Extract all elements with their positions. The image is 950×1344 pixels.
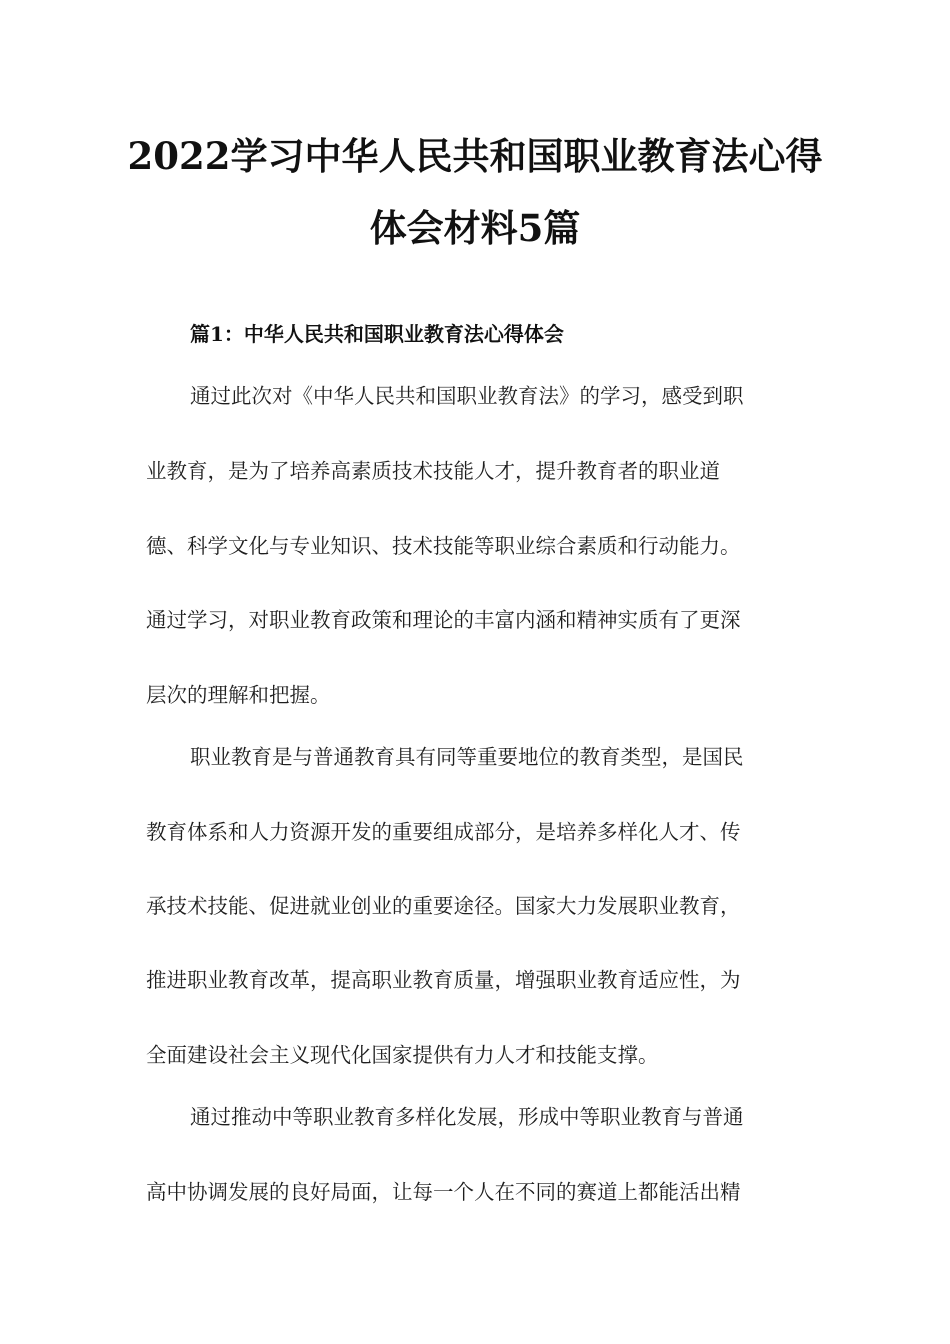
paragraph-3-line-2: 高中协调发展的良好局面，让每一个人在不同的赛道上都能活出精 (146, 1180, 741, 1204)
paragraph-1-line-2: 业教育，是为了培养高素质技术技能人才，提升教育者的职业道 (146, 459, 720, 483)
document-title-line-2: 体会材料5篇 (369, 206, 581, 250)
paragraph-1-line-3: 德、科学文化与专业知识、技术技能等职业综合素质和行动能力。 (146, 534, 741, 558)
paragraph-2-line-2: 教育体系和人力资源开发的重要组成部分，是培养多样化人才、传 (146, 820, 741, 844)
paragraph-1-line-1: 通过此次对《中华人民共和国职业教育法》的学习，感受到职 (190, 384, 744, 408)
paragraph-2-line-3: 承技术技能、促进就业创业的重要途径。国家大力发展职业教育， (146, 894, 741, 918)
paragraph-2-line-4: 推进职业教育改革，提高职业教育质量，增强职业教育适应性，为 (146, 968, 741, 992)
paragraph-2-line-5: 全面建设社会主义现代化国家提供有力人才和技能支撑。 (146, 1043, 659, 1067)
section-heading: 篇1：中华人民共和国职业教育法心得体会 (190, 322, 564, 346)
document-title-line-1: 2022学习中华人民共和国职业教育法心得 (127, 134, 823, 178)
paragraph-1-line-5: 层次的理解和把握。 (146, 683, 331, 707)
paragraph-3-line-1: 通过推动中等职业教育多样化发展，形成中等职业教育与普通 (190, 1105, 744, 1129)
paragraph-1-line-4: 通过学习，对职业教育政策和理论的丰富内涵和精神实质有了更深 (146, 608, 741, 632)
paragraph-2-line-1: 职业教育是与普通教育具有同等重要地位的教育类型，是国民 (190, 745, 744, 769)
